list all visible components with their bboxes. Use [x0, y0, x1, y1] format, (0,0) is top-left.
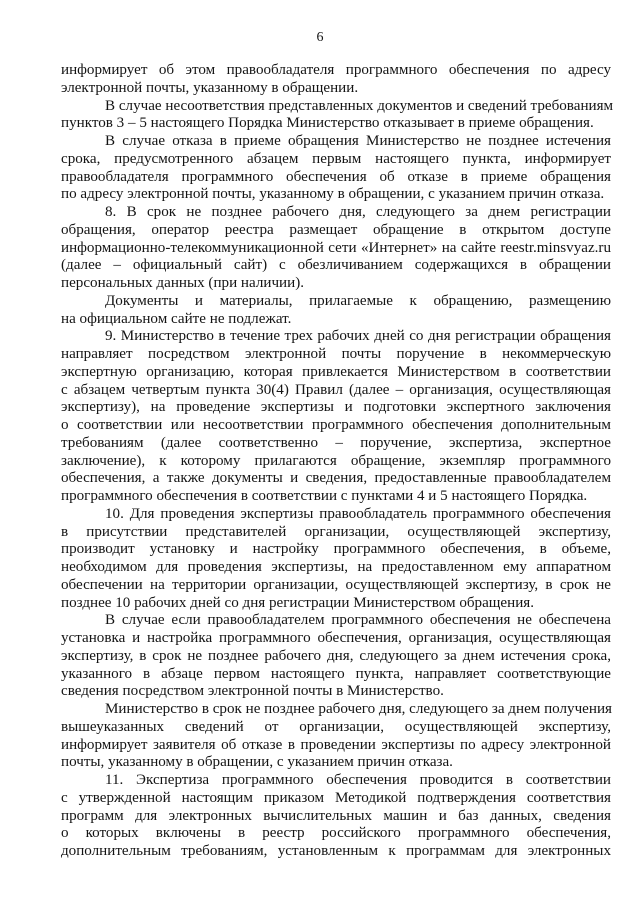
text-line: по адресу электронной почты, указанному в обращении, с указанием причин отказа.: [61, 186, 605, 203]
text-line: обеспечении на территории организации, осуществляющей экспертизу, в срок не: [61, 576, 611, 593]
text-line: экспертизу, в срок не позднее рабочего дня, следующего за днем истечения срока,: [61, 647, 611, 664]
paragraph: [61, 97, 614, 134]
text-line: экспертную организацию, которая привлекается Министерством в соответствии: [61, 363, 611, 380]
text-line: программ для электронных вычислительных машин и баз данных, сведения: [61, 807, 611, 824]
text-line: обращения, оператор реестра размещает обращение в открытом доступе: [61, 221, 611, 238]
text-line: дополнительным требованиям, установленным к программам для электронных: [61, 843, 611, 859]
body-text: [61, 62, 614, 861]
text-line: 9. Министерство в течение трех рабочих дней со дня регистрации обращения: [105, 328, 611, 345]
text-line: информационно-телекоммуникационной сети «Интернет» на сайте reestr.minsvyaz.ru: [61, 239, 611, 256]
text-line: заключение), к которому прилагаются обращение, экземпляр программного: [61, 452, 611, 469]
text-line: направляет посредством электронной почты поручение в некоммерческую: [61, 346, 611, 362]
text-line: В случае отказа в приеме обращения Министерство не позднее истечения: [105, 133, 611, 149]
text-line: срока, предусмотренного абзацем первым настоящего пункта, информирует: [61, 150, 611, 167]
text-line: В случае несоответствия представленных документов и сведений требованиям: [105, 97, 614, 114]
text-line: Министерство в срок не позднее рабочего дня, следующего за днем получения: [105, 701, 612, 717]
text-line: производит установку и настройку программного обеспечения, в объеме,: [61, 541, 611, 558]
text-line: установка и настройка программного обеспечения, организация, осуществляющая: [61, 630, 611, 646]
paragraph: [61, 701, 611, 772]
text-line: сведения посредством электронной почты в Министерство.: [61, 683, 444, 700]
paragraph: [61, 133, 611, 204]
text-line: о соответствии или несоответствии программного обеспечения дополнительным: [61, 417, 611, 433]
paragraph: [61, 204, 611, 293]
paragraph: [61, 506, 611, 613]
text-line: в присутствии представителей организации, осуществляющей экспертизу,: [61, 523, 611, 540]
text-line: (далее – официальный сайт) с обезличиванием содержащихся в обращении: [61, 257, 611, 274]
text-line: пунктов 3 – 5 настоящего Порядка Министерство отказывает в приеме обращения.: [61, 115, 594, 132]
text-line: Документы и материалы, прилагаемые к обращению, размещению: [105, 292, 611, 309]
text-line: персональных данных (при наличии).: [61, 275, 304, 291]
text-line: необходимом для проведения экспертизы, на предоставленном ему аппаратном: [61, 559, 611, 575]
text-line: 11. Экспертиза программного обеспечения проводится в соответствии: [105, 772, 611, 788]
text-line: правообладателя программного обеспечения об отказе в приеме обращения: [61, 168, 611, 185]
paragraph: [61, 328, 611, 506]
text-line: В случае если правообладателем программного обеспечения не обеспечена: [105, 612, 611, 629]
text-line: почты, указанному в обращении, с указанием причин отказа.: [61, 754, 453, 771]
text-line: 8. В срок не позднее рабочего дня, следующего за днем регистрации: [105, 204, 611, 220]
text-line: с утвержденной настоящим приказом Методикой подтверждения соответствия: [61, 789, 611, 806]
page-number: 6: [316, 30, 324, 45]
text-line: с абзацем четвертым пункта 30(4) Правил (далее – организация, осуществляющая: [61, 381, 611, 398]
text-line: указанного в абзаце первом настоящего пункта, направляет соответствующие: [61, 665, 611, 682]
text-line: вышеуказанных сведений от организации, осуществляющей экспертизу,: [61, 718, 611, 735]
text-line: требованиям (далее соответственно – поручение, экспертиза, экспертное: [61, 434, 611, 451]
paragraph: [61, 62, 611, 98]
paragraph: [61, 293, 611, 329]
paragraph: [61, 772, 611, 861]
text-line: позднее 10 рабочих дней со дня регистрации Министерством обращения.: [61, 594, 534, 611]
text-line: на официальном сайте не подлежат.: [61, 310, 292, 327]
text-line: экспертизу), на проведение экспертизы и подготовки экспертного заключения: [61, 399, 611, 416]
text-line: информирует заявителя об отказе в проведении экспертизы по адресу электронной: [61, 736, 611, 753]
text-line: электронной почты, указанному в обращении.: [61, 79, 359, 96]
text-line: обеспечения, а также документы и сведения, предоставленные правообладателем: [61, 470, 611, 487]
text-line: 10. Для проведения экспертизы правообладатель программного обеспечения: [105, 505, 611, 522]
text-line: информирует об этом правообладателя программного обеспечения по адресу: [61, 62, 611, 78]
text-line: о которых включены в реестр российского программного обеспечения,: [61, 825, 611, 842]
paragraph: [61, 612, 611, 701]
text-line: программного обеспечения в соответствии с пунктами 4 и 5 настоящего Порядка.: [61, 488, 588, 504]
